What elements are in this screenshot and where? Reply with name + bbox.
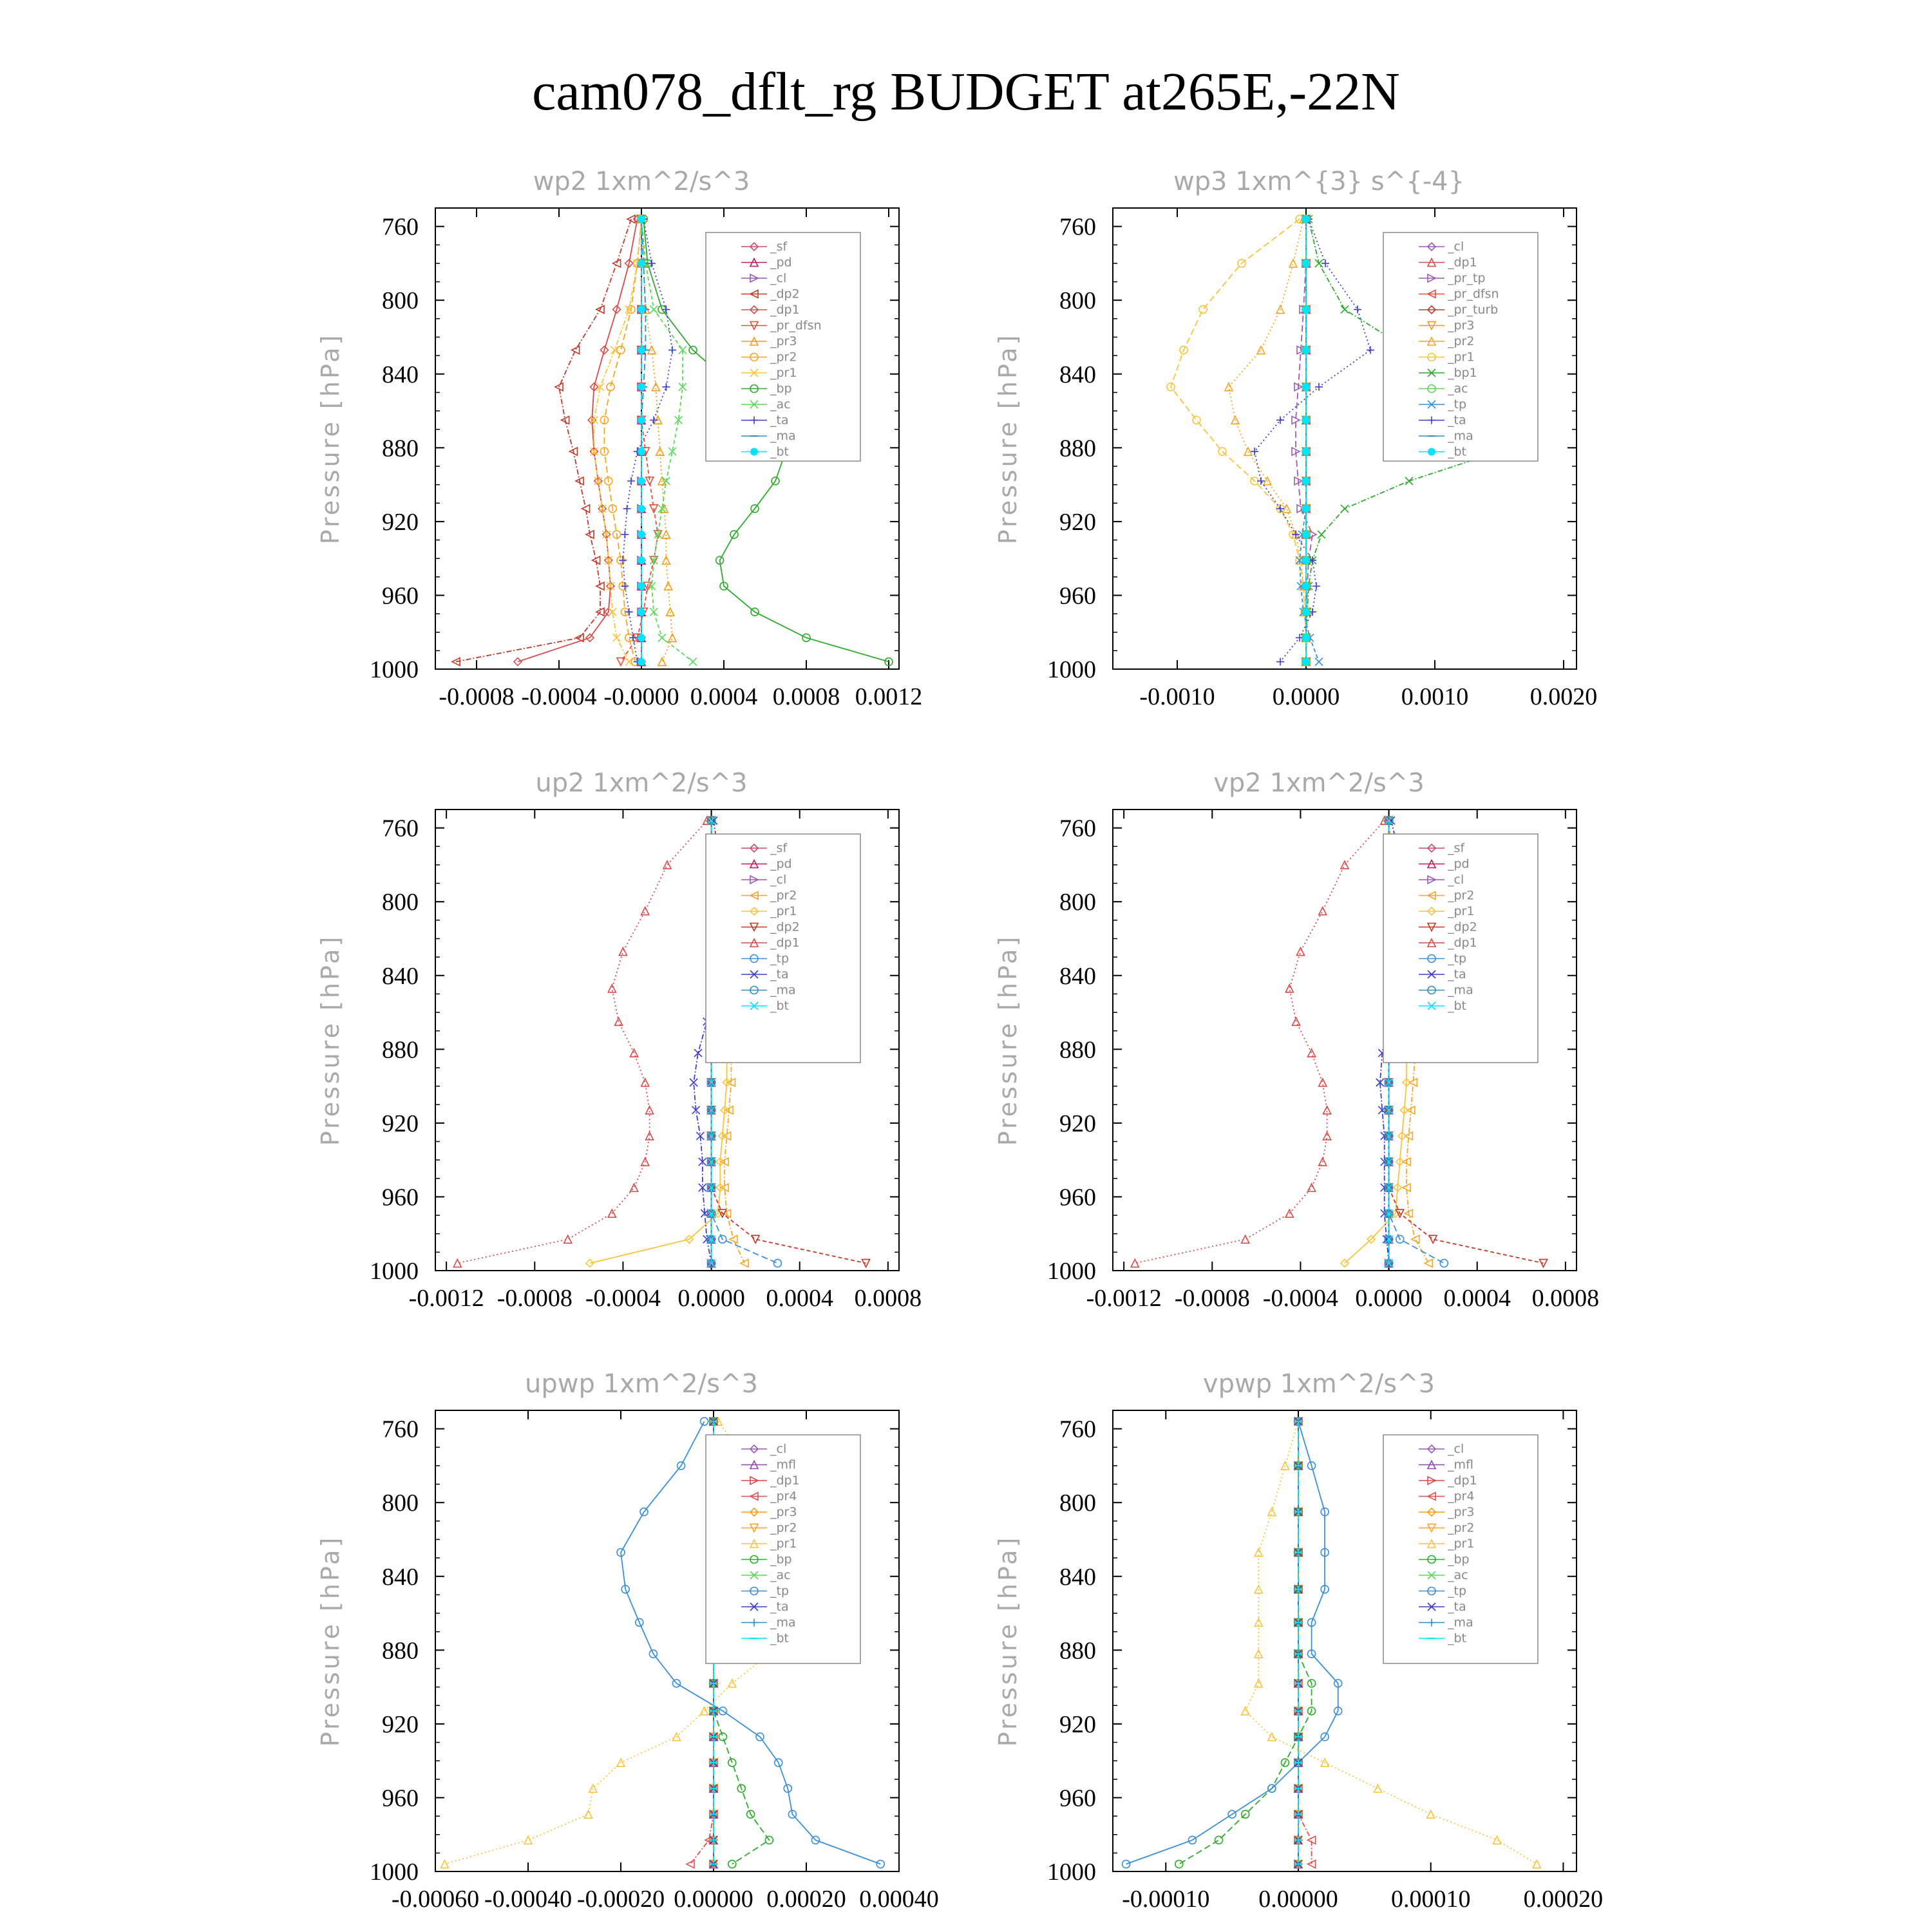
x-tick-label: 0.0000 xyxy=(1272,683,1340,710)
data-point_bt xyxy=(1302,582,1310,590)
y-tick-label: 960 xyxy=(1059,1785,1096,1812)
series-line_ta xyxy=(623,219,672,661)
x-tick-label: 0.0010 xyxy=(1401,683,1469,710)
data-point_bp1 xyxy=(1341,306,1349,314)
data-point_dp1 xyxy=(630,1184,638,1191)
data-point_bt xyxy=(1302,658,1310,666)
y-tick-label: 880 xyxy=(382,1637,419,1665)
legend-label: _ma xyxy=(770,1615,796,1630)
data-point_ta xyxy=(625,608,633,616)
legend-label: _pr1 xyxy=(1448,1537,1475,1551)
legend-label: _cl xyxy=(770,271,787,285)
panel-6 xyxy=(994,1369,1603,1913)
y-tick-label: 1000 xyxy=(1047,656,1096,683)
legend-label: _tp xyxy=(1448,951,1467,966)
legend-label: _pr1 xyxy=(1448,904,1475,918)
y-tick-label: 960 xyxy=(382,582,419,610)
series-line_pr1 xyxy=(1171,219,1306,661)
legend-label: _pr2 xyxy=(770,888,797,903)
data-point_bt xyxy=(1302,608,1310,616)
y-tick-label: 840 xyxy=(382,361,419,388)
legend-label: _pr1 xyxy=(1448,350,1475,365)
x-tick-label: -0.0004 xyxy=(585,1285,661,1312)
y-tick-label: 760 xyxy=(1059,815,1096,842)
data-point_bt xyxy=(638,260,645,267)
x-tick-label: 0.00000 xyxy=(1258,1886,1338,1913)
legend-label: _dp1 xyxy=(1448,936,1477,950)
x-tick-label: 0.00020 xyxy=(1523,1886,1604,1913)
legend-label: _bt xyxy=(1448,444,1467,459)
x-tick-label: 0.0008 xyxy=(772,683,840,710)
panel-title: wp2 1xm^2/s^3 xyxy=(533,167,750,196)
data-point_pr2 xyxy=(607,383,614,391)
data-point_pr1 xyxy=(1268,1508,1276,1516)
legend-label: _ac xyxy=(1448,1568,1468,1582)
data-point_ta xyxy=(1276,416,1284,424)
panel-4 xyxy=(994,768,1599,1312)
y-tick-label: 840 xyxy=(382,962,419,990)
panel-2 xyxy=(994,167,1597,710)
legend xyxy=(706,232,860,461)
legend-label: _dp1 xyxy=(770,1473,800,1488)
data-point_bt xyxy=(638,634,645,641)
data-point_bt xyxy=(1302,306,1310,314)
panel-1 xyxy=(316,167,922,710)
y-tick-label: 960 xyxy=(382,1785,419,1812)
panel-title: wp3 1xm^{3} s^{-4} xyxy=(1173,167,1465,196)
data-point_bt xyxy=(638,556,645,564)
data-point_tp xyxy=(1440,1260,1448,1267)
panel-5 xyxy=(316,1369,939,1913)
legend-label: _dp1 xyxy=(770,936,800,950)
legend-label: _pr3 xyxy=(1448,1505,1475,1519)
legend-label: _ta xyxy=(1448,413,1466,428)
data-point_pr1 xyxy=(1268,1733,1276,1741)
data-point_bp1 xyxy=(1405,477,1413,485)
y-tick-label: 760 xyxy=(1059,1416,1096,1443)
y-tick-label: 760 xyxy=(382,1416,419,1443)
data-point_bt xyxy=(638,658,645,666)
y-tick-label: 1000 xyxy=(1047,1258,1096,1285)
x-tick-label: -0.00040 xyxy=(484,1886,573,1913)
x-tick-label: 0.0020 xyxy=(1530,683,1598,710)
data-point_pr1 xyxy=(1533,1861,1540,1868)
y-tick-label: 760 xyxy=(382,815,419,842)
legend-label: _pr3 xyxy=(770,1505,797,1519)
series-line_pr2 xyxy=(1229,219,1306,661)
legend-label: _pr1 xyxy=(770,366,797,380)
y-tick-label: 840 xyxy=(382,1563,419,1591)
x-tick-label: -0.0004 xyxy=(1262,1285,1339,1312)
y-tick-label: 800 xyxy=(382,1490,419,1517)
legend-label: _ac xyxy=(770,1568,791,1582)
data-point_tp xyxy=(876,1861,884,1868)
legend-label: _ac xyxy=(770,397,791,412)
data-point_tp xyxy=(1122,1861,1130,1868)
data-point_ta xyxy=(1312,582,1320,590)
data-point_dp1 xyxy=(1308,1184,1316,1191)
legend-label: _dp2 xyxy=(770,920,800,934)
data-point_ta xyxy=(621,531,629,538)
legend-label: _pr1 xyxy=(770,1537,797,1551)
data-point_ta xyxy=(668,346,676,354)
y-tick-label: 1000 xyxy=(370,656,419,683)
legend xyxy=(1383,1435,1538,1663)
data-point_ta xyxy=(1367,346,1374,354)
legend-label: _pd xyxy=(1448,857,1470,871)
panel-title: vpwp 1xm^2/s^3 xyxy=(1202,1369,1435,1399)
panel-title: vp2 1xm^2/s^3 xyxy=(1213,768,1425,798)
data-point_ac xyxy=(650,306,658,314)
data-point_dp1 xyxy=(1131,1260,1139,1267)
x-tick-label: 0.0004 xyxy=(690,683,758,710)
y-tick-label: 800 xyxy=(382,889,419,916)
data-point_ta xyxy=(627,477,635,485)
legend-label: _tp xyxy=(1448,1584,1467,1598)
data-point_bt xyxy=(638,306,645,314)
data-point_dp1 xyxy=(1308,1049,1316,1057)
series-line_ta xyxy=(1255,219,1370,661)
legend-marker xyxy=(750,448,758,456)
data-point_dp1 xyxy=(514,658,522,666)
data-point_ac xyxy=(658,634,666,641)
legend-marker xyxy=(1428,448,1435,456)
y-tick-label: 880 xyxy=(1059,435,1096,462)
legend-label: _pr_tp xyxy=(1448,271,1486,285)
data-point_dp1 xyxy=(641,907,649,915)
y-axis-label: Pressure [hPa] xyxy=(994,934,1022,1146)
y-axis-label: Pressure [hPa] xyxy=(994,1535,1022,1747)
data-point_pr1 xyxy=(1255,1650,1262,1658)
legend-label: _pr3 xyxy=(1448,318,1475,333)
legend-label: _bt xyxy=(770,999,790,1013)
x-tick-label: 0.0000 xyxy=(677,1285,745,1312)
data-point_pr3 xyxy=(658,658,666,666)
x-tick-label: -0.0008 xyxy=(1174,1285,1250,1312)
data-point_pr1 xyxy=(1493,1836,1501,1844)
legend-label: _bp xyxy=(770,1552,792,1567)
x-tick-label: 0.0008 xyxy=(854,1285,922,1312)
y-axis-label: Pressure [hPa] xyxy=(316,332,345,545)
legend-label: _sf xyxy=(770,240,788,254)
data-point_dp1 xyxy=(619,948,627,956)
legend xyxy=(1383,232,1538,461)
x-tick-label: 0.0000 xyxy=(1355,1285,1423,1312)
x-tick-label: 0.00040 xyxy=(859,1886,939,1913)
data-point_pr1 xyxy=(701,1707,708,1715)
legend-label: _sf xyxy=(1448,841,1465,855)
data-point_pr1 xyxy=(1374,1785,1381,1792)
legend-label: _bt xyxy=(1448,999,1467,1013)
data-point_dp2 xyxy=(572,346,580,354)
y-tick-label: 920 xyxy=(382,1110,419,1137)
legend-label: _pr4 xyxy=(1448,1489,1475,1504)
data-point_pr1 xyxy=(586,1260,594,1267)
legend-label: _pr4 xyxy=(770,1489,797,1504)
x-tick-label: 0.00010 xyxy=(1390,1886,1471,1913)
y-tick-label: 880 xyxy=(1059,1036,1096,1064)
legend-label: _ta xyxy=(770,1600,789,1614)
data-point_dp1 xyxy=(1341,861,1349,869)
legend-label: _pr2 xyxy=(1448,888,1475,903)
y-tick-label: 800 xyxy=(1059,889,1096,916)
data-point_bt xyxy=(1302,416,1310,424)
legend-label: _mfl xyxy=(770,1457,796,1472)
y-tick-label: 920 xyxy=(1059,1710,1096,1738)
legend-label: _pr3 xyxy=(770,334,797,348)
legend-label: _pr2 xyxy=(770,350,797,365)
legend-label: _ac xyxy=(1448,381,1468,396)
legend-label: _cl xyxy=(1448,240,1464,254)
y-tick-label: 920 xyxy=(382,508,419,536)
legend-label: _mfl xyxy=(1448,1457,1473,1472)
data-point_pr1 xyxy=(589,1785,597,1792)
y-axis-label: Pressure [hPa] xyxy=(994,332,1022,545)
data-point_bt xyxy=(638,531,645,538)
series-line_pr4 xyxy=(1298,1421,1312,1864)
legend-label: _pd xyxy=(770,857,792,871)
x-tick-label: 0.0008 xyxy=(1531,1285,1600,1312)
y-tick-label: 1000 xyxy=(1047,1859,1096,1886)
y-axis-label: Pressure [hPa] xyxy=(316,1535,345,1747)
data-point_bp xyxy=(719,1733,726,1741)
data-point_bt xyxy=(1302,260,1310,267)
legend-label: _dp1 xyxy=(1448,1473,1477,1488)
legend-label: _pr2 xyxy=(1448,334,1475,348)
panel-title: up2 1xm^2/s^3 xyxy=(535,768,748,798)
x-tick-label: -0.0012 xyxy=(1086,1285,1162,1312)
legend-label: _pr_dfsn xyxy=(1448,287,1499,301)
data-point_tp xyxy=(773,1260,781,1267)
legend-label: _cl xyxy=(770,1442,787,1456)
y-tick-label: 1000 xyxy=(370,1859,419,1886)
data-point_bt xyxy=(1302,215,1310,223)
data-point_dp2 xyxy=(613,260,621,267)
data-point_dp1 xyxy=(663,861,671,869)
y-tick-label: 920 xyxy=(382,1710,419,1738)
data-point_bp xyxy=(1175,1861,1183,1868)
y-tick-label: 960 xyxy=(1059,1184,1096,1211)
data-point_bt xyxy=(638,505,645,513)
series-line_ac xyxy=(641,219,693,661)
legend-label: _pr_dfsn xyxy=(770,318,822,333)
legend-label: _pr2 xyxy=(770,1520,797,1535)
y-tick-label: 800 xyxy=(382,287,419,315)
legend-label: _pr2 xyxy=(1448,1520,1475,1535)
legend-label: _dp2 xyxy=(770,287,800,301)
data-point_ta xyxy=(1354,306,1361,314)
legend xyxy=(706,834,860,1063)
legend-label: _bt xyxy=(770,444,790,459)
legend-label: _bt xyxy=(1448,1631,1467,1645)
data-point_dp1 xyxy=(453,1260,461,1267)
data-point_tp xyxy=(701,1417,708,1425)
legend-label: _dp2 xyxy=(1448,920,1477,934)
data-point_bt xyxy=(638,215,645,223)
series-line_pr_tp xyxy=(1296,219,1312,661)
legend-label: _bp xyxy=(770,381,792,396)
legend-label: _ma xyxy=(770,983,796,998)
x-tick-label: 0.0012 xyxy=(855,683,923,710)
legend-label: _ma xyxy=(1448,429,1473,443)
y-tick-label: 760 xyxy=(382,213,419,241)
data-point_bt xyxy=(1302,477,1310,485)
data-point_bt xyxy=(638,608,645,616)
legend-label: _tp xyxy=(1448,397,1467,412)
figure-title: cam078_dflt_rg BUDGET at265E,-22N xyxy=(532,62,1400,122)
data-point_bt xyxy=(1302,531,1310,538)
series-line_pr1 xyxy=(594,219,641,661)
data-point_ta xyxy=(650,416,658,424)
y-tick-label: 800 xyxy=(1059,287,1096,315)
y-tick-label: 760 xyxy=(1059,213,1096,241)
legend-label: _sf xyxy=(770,841,788,855)
data-point_dp1 xyxy=(1296,948,1304,956)
x-tick-label: -0.0008 xyxy=(497,1285,573,1312)
data-point_bt xyxy=(638,416,645,424)
series-line_dp1 xyxy=(1135,820,1384,1263)
x-tick-label: -0.0010 xyxy=(1139,683,1215,710)
data-point_pr2 xyxy=(1425,1260,1432,1267)
x-tick-label: -0.0000 xyxy=(603,683,679,710)
data-point_bt xyxy=(638,383,645,391)
series-line_pr3 xyxy=(641,219,672,661)
data-point_bp xyxy=(1215,1836,1223,1844)
x-tick-label: -0.00020 xyxy=(576,1886,665,1913)
y-tick-label: 840 xyxy=(1059,962,1096,990)
y-axis-label: Pressure [hPa] xyxy=(316,934,345,1146)
legend-label: _pr1 xyxy=(770,904,797,918)
legend-label: _ma xyxy=(1448,983,1473,998)
legend-label: _cl xyxy=(770,873,787,887)
series-line_bp xyxy=(1179,1421,1312,1864)
data-point_ac xyxy=(689,658,697,666)
legend-label: _ta xyxy=(770,413,789,428)
data-point_pr2 xyxy=(741,1260,748,1267)
data-point_pr1 xyxy=(1193,416,1200,424)
legend-label: _pr_turb xyxy=(1448,303,1499,317)
data-point_dp1 xyxy=(630,1049,638,1057)
x-tick-label: -0.0004 xyxy=(521,683,597,710)
legend-label: _cl xyxy=(1448,1442,1464,1456)
data-point_ta xyxy=(1292,531,1300,538)
data-point_pr2 xyxy=(617,346,625,354)
data-point_pr1 xyxy=(1281,1462,1289,1470)
y-tick-label: 1000 xyxy=(370,1258,419,1285)
data-point_pr3 xyxy=(652,383,659,391)
data-point_bt xyxy=(1302,383,1310,391)
data-point_bt xyxy=(638,448,645,455)
data-point_bt xyxy=(638,582,645,590)
data-point_pr1 xyxy=(440,1861,448,1868)
x-tick-label: 0.00020 xyxy=(766,1886,846,1913)
y-tick-label: 880 xyxy=(382,435,419,462)
data-point_bt xyxy=(638,346,645,354)
panel-3 xyxy=(316,768,922,1312)
x-tick-label: 0.0004 xyxy=(1443,1285,1511,1312)
y-tick-label: 800 xyxy=(1059,1490,1096,1517)
data-point_bt xyxy=(638,477,645,485)
data-point_bt xyxy=(1302,556,1310,564)
data-point_pr1 xyxy=(524,1836,532,1844)
x-tick-label: 0.00000 xyxy=(674,1886,753,1913)
y-tick-label: 920 xyxy=(1059,508,1096,536)
y-tick-label: 880 xyxy=(1059,1637,1096,1665)
panel-title: upwp 1xm^2/s^3 xyxy=(525,1369,758,1399)
panels xyxy=(316,167,1603,1913)
legend-label: _dp1 xyxy=(1448,255,1477,270)
y-tick-label: 840 xyxy=(1059,1563,1096,1591)
data-point_bt xyxy=(1302,448,1310,455)
legend xyxy=(1383,834,1538,1063)
legend-label: _ta xyxy=(1448,967,1466,981)
data-point_pr1 xyxy=(1427,1810,1435,1818)
y-tick-label: 920 xyxy=(1059,1110,1096,1137)
data-point_bp1 xyxy=(1318,531,1325,538)
legend-label: _pd xyxy=(770,255,792,270)
legend-label: _tp xyxy=(770,951,790,966)
series-line_tp xyxy=(1300,219,1319,661)
data-point_bt xyxy=(1302,634,1310,641)
data-point_bt xyxy=(1302,505,1310,513)
data-point_dp1 xyxy=(1319,907,1327,915)
legend-label: _ma xyxy=(770,429,796,443)
data-point_ta xyxy=(1321,260,1329,267)
data-point_pr2 xyxy=(1412,1235,1419,1243)
legend-label: _cl xyxy=(1448,873,1464,887)
data-point_bp xyxy=(728,1861,736,1868)
x-tick-label: -0.00010 xyxy=(1122,1886,1210,1913)
series-line_tp xyxy=(1126,1421,1338,1864)
data-point_bt xyxy=(1302,346,1310,354)
legend-label: _ta xyxy=(1448,1600,1466,1614)
x-tick-label: -0.0008 xyxy=(439,683,515,710)
data-point_ta xyxy=(623,505,631,513)
x-tick-label: -0.00060 xyxy=(391,1886,480,1913)
data-point_pr_dfsn xyxy=(617,658,625,666)
data-point_pr2 xyxy=(1289,260,1297,267)
legend-label: _bp xyxy=(1448,1552,1470,1567)
data-point_pr1 xyxy=(1199,306,1207,314)
legend-label: _dp1 xyxy=(770,303,800,317)
series-line_dp1 xyxy=(518,219,638,661)
y-tick-label: 880 xyxy=(382,1036,419,1064)
y-tick-label: 840 xyxy=(1059,361,1096,388)
data-point_ta xyxy=(629,634,637,641)
data-point_pr2 xyxy=(1257,346,1265,354)
data-point_bp1 xyxy=(1341,505,1349,513)
data-point_pr2 xyxy=(730,1235,737,1243)
x-tick-label: -0.0012 xyxy=(408,1285,484,1312)
data-point_tp xyxy=(1315,658,1323,666)
series-line_dp1 xyxy=(457,820,706,1263)
data-point_ta xyxy=(662,383,670,391)
legend xyxy=(706,1435,860,1663)
legend-label: _ma xyxy=(1448,1615,1473,1630)
y-tick-label: 960 xyxy=(1059,582,1096,610)
legend-label: _bt xyxy=(770,1631,790,1645)
x-tick-label: 0.0004 xyxy=(766,1285,833,1312)
legend-label: _ta xyxy=(770,967,789,981)
legend-label: _tp xyxy=(770,1584,790,1598)
legend-label: _bp1 xyxy=(1448,366,1477,380)
y-tick-label: 960 xyxy=(382,1184,419,1211)
